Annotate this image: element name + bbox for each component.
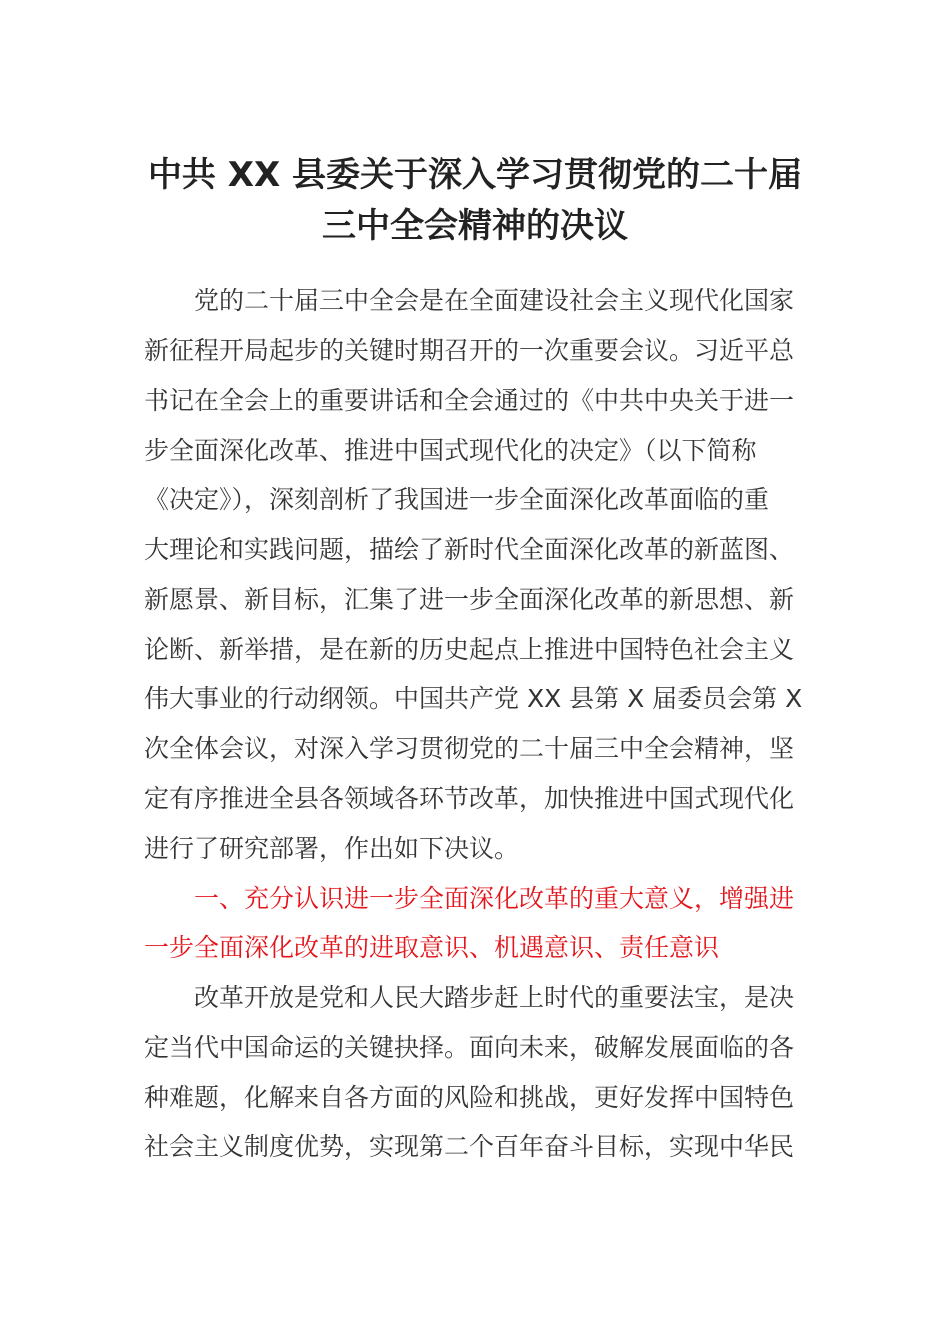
paragraph2-line-3: 种难题，化解来自各方面的风险和挑战，更好发挥中国特色 — [144, 1083, 795, 1112]
paragraph1-line-6: 大理论和实践问题，描绘了新时代全面深化改革的新蓝图、 — [144, 535, 795, 564]
paragraph2-line-4: 社会主义制度优势，实现第二个百年奋斗目标，实现中华民 — [144, 1132, 795, 1161]
document-title-line-2: 三中全会精神的决议 — [322, 206, 628, 246]
paragraph1-line-3: 书记在全会上的重要讲话和全会通过的《中共中央关于进一 — [144, 386, 795, 415]
paragraph2-line-2: 定当代中国命运的关键抉择。面向未来，破解发展面临的各 — [144, 1033, 795, 1062]
paragraph1-line-11: 定有序推进全县各领域各环节改革，加快推进中国式现代化 — [144, 784, 795, 813]
section1-heading-line-2: 一步全面深化改革的进取意识、机遇意识、责任意识 — [144, 933, 720, 962]
paragraph1-line-5: 《决定》），深刻剖析了我国进一步全面深化改革面临的重 — [144, 485, 770, 514]
paragraph1-line-7: 新愿景、新目标，汇集了进一步全面深化改革的新思想、新 — [144, 585, 795, 614]
paragraph1-line-4: 步全面深化改革、推进中国式现代化的决定》（以下简称 — [144, 436, 757, 465]
section1-heading-line-1: 一、充分认识进一步全面深化改革的重大意义，增强进 — [194, 884, 795, 913]
paragraph1-line-2: 新征程开局起步的关键时期召开的一次重要会议。习近平总 — [144, 336, 795, 365]
paragraph1-line-9: 伟大事业的行动纲领。中国共产党 XX 县第 X 届委员会第 X — [144, 684, 803, 713]
paragraph1-line-8: 论断、新举措，是在新的历史起点上推进中国特色社会主义 — [144, 635, 795, 664]
document-title-line-1: 中共 XX 县委关于深入学习贯彻党的二十届 — [147, 155, 803, 195]
paragraph1-line-12: 进行了研究部署，作出如下决议。 — [144, 834, 520, 863]
paragraph2-line-1: 改革开放是党和人民大踏步赶上时代的重要法宝，是决 — [194, 983, 795, 1012]
paragraph1-line-10: 次全体会议，对深入学习贯彻党的二十届三中全会精神，坚 — [144, 734, 795, 763]
paragraph1-line-1: 党的二十届三中全会是在全面建设社会主义现代化国家 — [194, 286, 795, 315]
